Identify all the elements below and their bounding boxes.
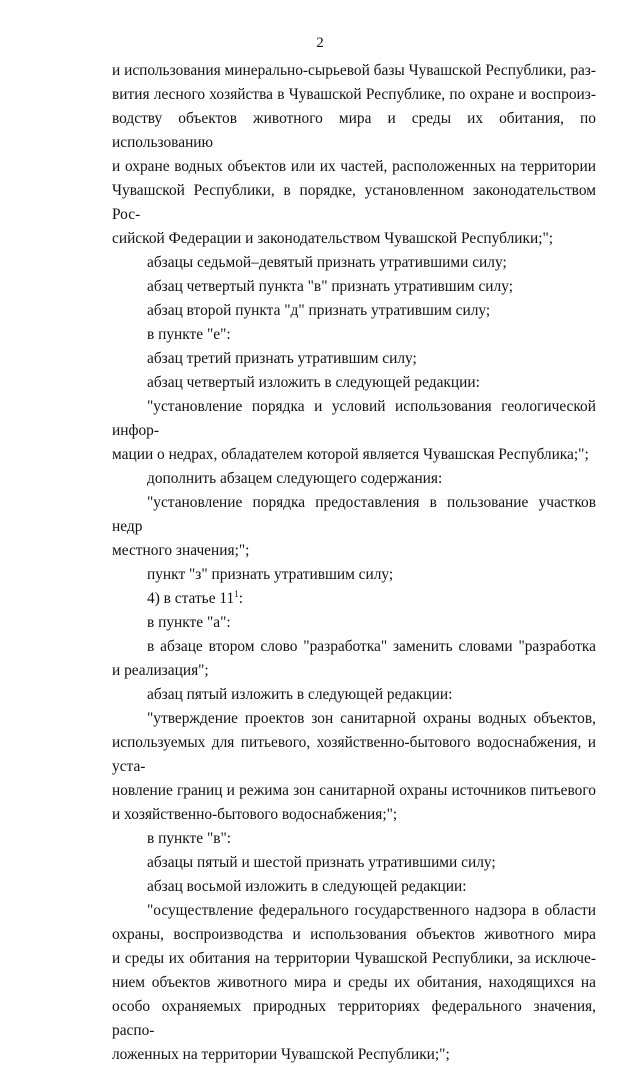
text-line: мации о недрах, обладателем которой является Чувашская Республика;";	[112, 446, 589, 463]
article-superscript: 1	[234, 588, 239, 599]
text-line: охраны, воспроизводства и использования объектов животного мира	[112, 926, 596, 943]
paragraph-line: дополнить абзацем следующего содержания:	[147, 470, 443, 487]
text-line: и использования минерально-сырьевой базы Чувашской Республики, раз-	[112, 62, 596, 79]
paragraph-line: в пункте "е":	[147, 326, 231, 343]
paragraph-line: "установление порядка предоставления в пользование участков недр	[112, 494, 596, 535]
paragraph-line: "осуществление федерального государственного надзора в области	[147, 902, 596, 919]
text-line: и среды их обитания на территории Чувашской Республики, за исключе-	[112, 950, 596, 967]
paragraph-line: "установление порядка и условий использования геологической инфор-	[112, 398, 596, 439]
text-line: и охране водных объектов или их частей, расположенных на территории	[112, 158, 596, 175]
paragraph-line: абзац восьмой изложить в следующей редакции:	[147, 878, 467, 895]
text-line: ложенных на территории Чувашской Республики;";	[112, 1046, 450, 1063]
text-line: вития лесного хозяйства в Чувашской Республике, по охране и воспроиз-	[112, 86, 596, 103]
article-heading-colon: :	[238, 590, 243, 607]
paragraph-line: "утверждение проектов зон санитарной охраны водных объектов,	[147, 710, 596, 727]
text-line: нием объектов животного мира и среды их обитания, находящихся на	[112, 974, 596, 991]
text-line: и реализация";	[112, 662, 209, 679]
text-line: водству объектов животного мира и среды их обитания, по использованию	[112, 110, 596, 151]
text-line: местного значения;";	[112, 542, 250, 559]
paragraph-line: в пункте "а":	[147, 614, 231, 631]
paragraph-line: абзацы пятый и шестой признать утратившими силу;	[147, 854, 496, 871]
paragraph-line: абзац четвертый пункта "в" признать утратившим силу;	[147, 278, 513, 295]
page-number: 2	[316, 35, 324, 51]
article-heading-text: 4) в статье 11	[147, 590, 235, 607]
paragraph-line: в абзаце втором слово "разработка" заменить словами "разработка	[147, 638, 596, 655]
paragraph-line: абзац четвертый изложить в следующей редакции:	[147, 374, 480, 391]
text-line: Чувашской Республики, в порядке, установленном законодательством Рос-	[112, 182, 596, 223]
paragraph-line: абзац второй пункта "д" признать утратившим силу;	[147, 302, 491, 319]
text-line: новление границ и режима зон санитарной охраны источников питьевого	[112, 782, 596, 799]
paragraph-line: абзацы седьмой–девятый признать утратившими силу;	[147, 254, 507, 271]
text-line: используемых для питьевого, хозяйственно-бытового водоснабжения, и уста-	[112, 734, 596, 775]
text-line: и хозяйственно-бытового водоснабжения;";	[112, 806, 398, 823]
article-heading	[112, 587, 596, 611]
paragraph-line: абзац пятый изложить в следующей редакции:	[147, 686, 453, 703]
paragraph-line: абзац третий признать утратившим силу;	[147, 350, 417, 367]
paragraph-line: в пункте "в":	[147, 830, 232, 847]
paragraph-line: пункт "з" признать утратившим силу;	[147, 566, 394, 583]
text-line: особо охраняемых природных территориях федерального значения, распо-	[112, 998, 596, 1039]
document-body	[112, 59, 596, 1067]
text-line: сийской Федерации и законодательством Чувашской Республики;";	[112, 230, 554, 247]
